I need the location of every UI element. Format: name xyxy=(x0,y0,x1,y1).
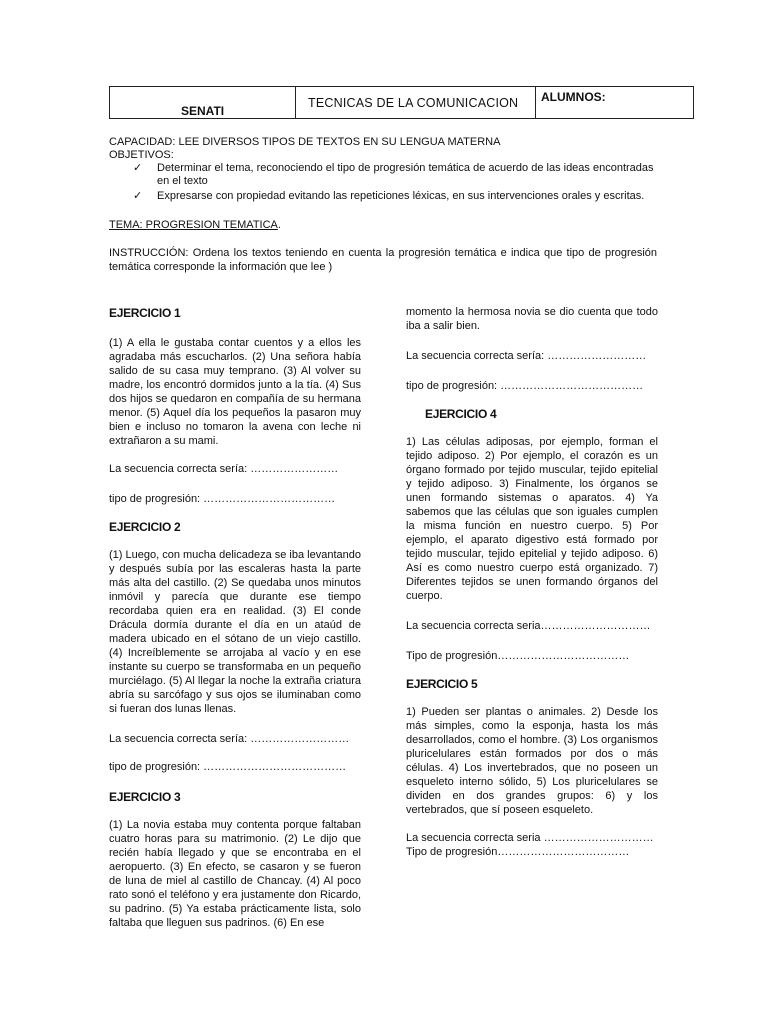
exercise-5-title: EJERCICIO 5 xyxy=(406,677,478,691)
exercise-3-progression-type: tipo de progresión: ………………………………… xyxy=(406,380,644,392)
header-table xyxy=(109,86,694,119)
course-name: TECNICAS DE LA COMUNICACION xyxy=(308,96,519,110)
students-label: ALUMNOS: xyxy=(541,90,606,104)
header-cell-institution xyxy=(110,87,296,118)
exercise-5-sequence: La secuencia correcta seria ………………………… xyxy=(406,832,654,844)
tema-text: TEMA: PROGRESION TEMATICA xyxy=(109,219,278,231)
exercise-5-text: 1) Pueden ser plantas o animales. 2) Desde los más simples, como la esponja, hasta los más desarrollados, como el hombre. (3) Los organismos pluricelulares están formados por dos o más células. 4) Los invertebrados, que no poseen un esqueleto interno sólido, 5) Los pluricelulares se dividen en dos grandes grupos: 6) y los vertebrados, que sí poseen esqueleto. xyxy=(406,706,658,816)
exercise-4-title: EJERCICIO 4 xyxy=(425,407,497,421)
check-icon: ✓ xyxy=(133,162,143,174)
right-column xyxy=(406,305,658,859)
objective-text: Expresarse con propiedad evitando las repeticiones léxicas, en sus intervenciones orales y escritas. xyxy=(157,190,645,202)
exercise-3-text: (1) La novia estaba muy contenta porque faltaban cuatro horas para su matrimonio. (2) Le dijo que recién había llegado y que se encontraba en el aeropuerto. (3) En efecto, se casaron y se fueron de luna de miel al castillo de Chancay. (4) Al poco rato sonó el teléfono y era justamente don Ricardo, su padrino. (5) Ya estaba prácticamente lista, solo faltaba que lleguen sus padrinos. (6) En ese xyxy=(109,819,361,929)
tema-period: . xyxy=(277,219,281,231)
exercise-3-sequence: La secuencia correcta sería: ……………………… xyxy=(406,350,647,362)
header-cell-course xyxy=(296,87,536,118)
exercise-1-progression-type: tipo de progresión: ……………………………… xyxy=(109,493,336,505)
exercise-4-progression-type: Tipo de progresión……………………………… xyxy=(406,650,630,662)
tema-line xyxy=(109,219,281,232)
exercise-2-text: (1) Luego, con mucha delicadeza se iba levantando y después subía por las escaleras hasta la parte más alta del castillo. (2) Se quedaba unos minutos inmóvil y parecía que durante ese tiempo recordaba quien era en realidad. (3) El conde Drácula dormía durante el día en un ataúd de madera ubicado en el sótano de un viejo castillo. (4) Increíblemente se arrojaba al vacío y en ese instante su cuerpo se transformaba en un pequeño murciélago. (5) Al llegar la noche la extraña criatura abría su sarcófago y sus ojos se iluminaban como si fueran dos lunas llenas. xyxy=(109,549,361,715)
exercise-5-progression-type: Tipo de progresión……………………………… xyxy=(406,846,630,858)
exercise-2-title: EJERCICIO 2 xyxy=(109,520,181,534)
exercise-1-sequence: La secuencia correcta sería: …………………… xyxy=(109,463,339,475)
instruction-text: INSTRUCCIÓN: Ordena los textos teniendo en cuenta la progresión temática e indica que tipo de progresión temática corresponde la información que lee ) xyxy=(109,247,657,273)
exercise-3-title: EJERCICIO 3 xyxy=(109,790,181,804)
exercise-4-text: 1) Las células adiposas, por ejemplo, forman el tejido adiposo. 2) Por ejemplo, el corazón es un órgano formado por tejido muscular, tejido epitelial y tejido adiposo. 3) Finalmente, los órganos se unen formando sistemas o aparatos. 4) Ya sabemos que las células que son iguales cumplen la misma función en nuestro cuerpo. 5) Por ejemplo, el aparato digestivo está formado por tejido muscular, tejido epitelial y tejido adiposo. 6) Así es como nuestro cuerpo está organizado. 7) Diferentes tejidos se unen formando órganos del cuerpo. xyxy=(406,436,658,602)
exercise-2-sequence: La secuencia correcta sería: ……………………… xyxy=(109,733,350,745)
check-icon: ✓ xyxy=(133,190,143,202)
left-column xyxy=(109,306,361,930)
exercise-2-progression-type: tipo de progresión: ………………………………… xyxy=(109,761,347,773)
institution-name: SENATI xyxy=(181,104,225,118)
exercise-1-text: (1) A ella le gustaba contar cuentos y a ellos les agradaba más escucharlos. (2) Una señora había salido de su casa muy temprano. (3) Al volver su madre, los encontró dormidos junto a la tía. (4) Sus dos hijos se quedaron en compañía de su hermana menor. (5) Aquel día los pequeños la pasaron muy bien e incluso no tomaron la avena con leche ni extrañaron a su mami. xyxy=(109,337,361,447)
exercise-4-sequence: La secuencia correcta seria………………………… xyxy=(406,620,651,632)
objective-item xyxy=(133,190,663,203)
header-cell-students xyxy=(536,87,693,118)
exercise-1-title: EJERCICIO 1 xyxy=(109,306,181,320)
exercise-3-continuation: momento la hermosa novia se dio cuenta que todo iba a salir bien. xyxy=(406,306,658,332)
objetivos-label: OBJETIVOS: xyxy=(109,149,174,161)
objective-item xyxy=(133,162,663,188)
objective-text: Determinar el tema, reconociendo el tipo de progresión temática de acuerdo de las ideas encontradas en el texto xyxy=(157,162,654,187)
capacidad-line: CAPACIDAD: LEE DIVERSOS TIPOS DE TEXTOS EN SU LENGUA MATERNA xyxy=(109,136,501,148)
